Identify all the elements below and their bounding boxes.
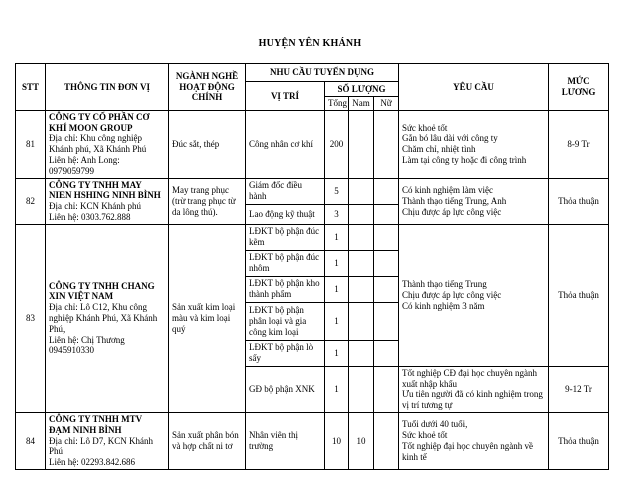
- requirements-cell: [399, 110, 549, 178]
- requirement-line: Chịu được áp lực công việc: [402, 289, 502, 300]
- requirement-line: Gắn bó lâu dài với công ty: [402, 133, 498, 144]
- salary-cell: Thỏa thuận: [549, 224, 609, 366]
- position-cell: LĐKT bộ phận phân loại và gia công kim loại: [246, 302, 325, 340]
- total-cell: 3: [325, 204, 349, 224]
- company-info: [46, 110, 169, 178]
- industry-cell: May trang phục (trừ trang phục từ da lông thú).: [169, 178, 246, 224]
- position-cell: Nhân viên thị trường: [246, 412, 325, 469]
- page-title: HUYỆN YÊN KHÁNH: [258, 38, 362, 49]
- position-cell: LĐKT bộ phận đúc nhôm: [246, 250, 325, 276]
- salary-cell: 8-9 Tr: [549, 110, 609, 178]
- male-cell: [349, 302, 374, 340]
- position-cell: GĐ bộ phận XNK: [246, 366, 325, 412]
- requirements-cell: [399, 366, 549, 412]
- female-cell: [374, 366, 399, 412]
- header-male: Nam: [349, 97, 374, 111]
- position-cell: Công nhân cơ khí: [246, 110, 325, 178]
- total-cell: 1: [325, 250, 349, 276]
- company-info: [46, 224, 169, 412]
- position-cell: Giám đốc điều hành: [246, 178, 325, 204]
- female-cell: [374, 250, 399, 276]
- row-stt: 84: [16, 412, 46, 469]
- female-cell: [374, 224, 399, 250]
- header-needs: NHU CẦU TUYỂN DỤNG: [246, 64, 399, 82]
- position-cell: LĐKT bộ phận kho thành phẩm: [246, 276, 325, 302]
- table-row: [16, 178, 609, 204]
- company-address: Địa chỉ: Lô C12, Khu công nghiệp Khánh Phú, Xã Khánh Phú,: [49, 302, 158, 334]
- salary-cell: Thỏa thuận: [549, 412, 609, 469]
- header-salary: MỨC LƯƠNG: [549, 64, 609, 111]
- requirements-cell: [399, 224, 549, 366]
- female-cell: [374, 178, 399, 204]
- requirement-line: Thành thạo tiếng Trung: [402, 279, 487, 290]
- total-cell: 1: [325, 366, 349, 412]
- header-stt: STT: [16, 64, 46, 111]
- requirements-cell: [399, 178, 549, 224]
- company-contact: Liên hệ: 02293.842.686: [49, 457, 135, 468]
- company-name: CÔNG TY TNHH MAY NIEN HSHING NINH BÌNH: [49, 179, 161, 201]
- male-cell: [349, 204, 374, 224]
- salary-cell: 9-12 Tr: [549, 366, 609, 412]
- requirement-line: Tốt nghiệp CĐ đại học chuyên ngành xuất nhập khẩu: [402, 367, 538, 389]
- company-address: Địa chỉ: Lô D7, KCN Khánh Phú: [49, 435, 153, 457]
- company-name: CÔNG TY CỔ PHẦN CƠ KHÍ MOON GROUP: [49, 111, 150, 133]
- requirement-line: Có kinh nghiệm 3 năm: [402, 300, 485, 311]
- male-cell: [349, 250, 374, 276]
- company-name: CÔNG TY TNHH MTV ĐẠM NINH BÌNH: [49, 413, 142, 435]
- industry-cell: Sản xuất phân bón và hợp chất ni tơ: [169, 412, 246, 469]
- requirement-line: Có kinh nghiệm làm việc: [402, 184, 494, 195]
- female-cell: [374, 302, 399, 340]
- requirement-line: Tuổi dưới 40 tuổi,: [402, 419, 468, 430]
- requirement-line: Sức khoẻ tốt: [402, 430, 448, 441]
- company-address: Địa chỉ: Khu công nghiệp Khánh phú, Xã Khánh Phú: [49, 133, 147, 155]
- female-cell: [374, 110, 399, 178]
- industry-cell: Đúc sắt, thép: [169, 110, 246, 178]
- total-cell: 5: [325, 178, 349, 204]
- row-stt: 83: [16, 224, 46, 412]
- total-cell: 200: [325, 110, 349, 178]
- female-cell: [374, 340, 399, 366]
- requirement-line: Chịu được áp lực công việc: [402, 206, 502, 217]
- male-cell: [349, 224, 374, 250]
- header-female: Nữ: [374, 97, 399, 111]
- salary-cell: Thỏa thuận: [549, 178, 609, 224]
- requirement-line: Chăm chỉ, nhiệt tình: [402, 144, 476, 155]
- total-cell: 10: [325, 412, 349, 469]
- header-total: Tổng: [325, 97, 349, 111]
- row-stt: 81: [16, 110, 46, 178]
- male-cell: 10: [349, 412, 374, 469]
- company-address: Địa chỉ: KCN Khánh phú: [49, 201, 141, 212]
- requirement-line: Sức khoẻ tốt: [402, 122, 448, 133]
- position-cell: Lao động kỹ thuật: [246, 204, 325, 224]
- company-name: CÔNG TY TNHH CHANG XIN VIỆT NAM: [49, 280, 155, 302]
- header-requirements: YÊU CẦU: [399, 64, 549, 111]
- requirements-cell: [399, 412, 549, 469]
- male-cell: [349, 340, 374, 366]
- female-cell: [374, 276, 399, 302]
- total-cell: 1: [325, 340, 349, 366]
- female-cell: [374, 204, 399, 224]
- requirement-line: Ưu tiên người đã có kinh nghiệm trong vị trí tương tự: [402, 389, 543, 411]
- table-row: [16, 412, 609, 469]
- company-contact: Liên hệ: 0303.762.888: [49, 211, 131, 222]
- company-phone: 0945910330: [49, 345, 94, 356]
- male-cell: [349, 110, 374, 178]
- company-contact: Liên hệ: Chị Thương: [49, 334, 125, 345]
- header-info: THÔNG TIN ĐƠN VỊ: [46, 64, 169, 111]
- industry-cell: Sản xuất kim loại màu và kim loại quý: [169, 224, 246, 412]
- company-info: [46, 178, 169, 224]
- requirement-line: Làm tại công ty hoặc đi công trình: [402, 154, 527, 165]
- total-cell: 1: [325, 276, 349, 302]
- company-contact: Liên hệ: Anh Long: 0979059799: [49, 154, 120, 176]
- header-industry: NGÀNH NGHỀ HOẠT ĐỘNG CHÍNH: [169, 64, 246, 111]
- male-cell: [349, 178, 374, 204]
- male-cell: [349, 366, 374, 412]
- total-cell: 1: [325, 224, 349, 250]
- total-cell: 1: [325, 302, 349, 340]
- recruitment-table: [15, 63, 609, 470]
- header-position: VỊ TRÍ: [246, 82, 325, 111]
- female-cell: [374, 412, 399, 469]
- male-cell: [349, 276, 374, 302]
- requirement-line: Thành thạo tiếng Trung, Anh: [402, 195, 507, 206]
- table-row: [16, 224, 609, 250]
- company-info: [46, 412, 169, 469]
- position-cell: LĐKT bộ phận đúc kẽm: [246, 224, 325, 250]
- requirement-line: Tốt nghiệp đại học chuyên ngành về kinh tế: [402, 440, 533, 462]
- row-stt: 82: [16, 178, 46, 224]
- header-quantity: SỐ LƯỢNG: [325, 82, 399, 97]
- position-cell: LĐKT bộ phận lò sấy: [246, 340, 325, 366]
- table-row: [16, 110, 609, 178]
